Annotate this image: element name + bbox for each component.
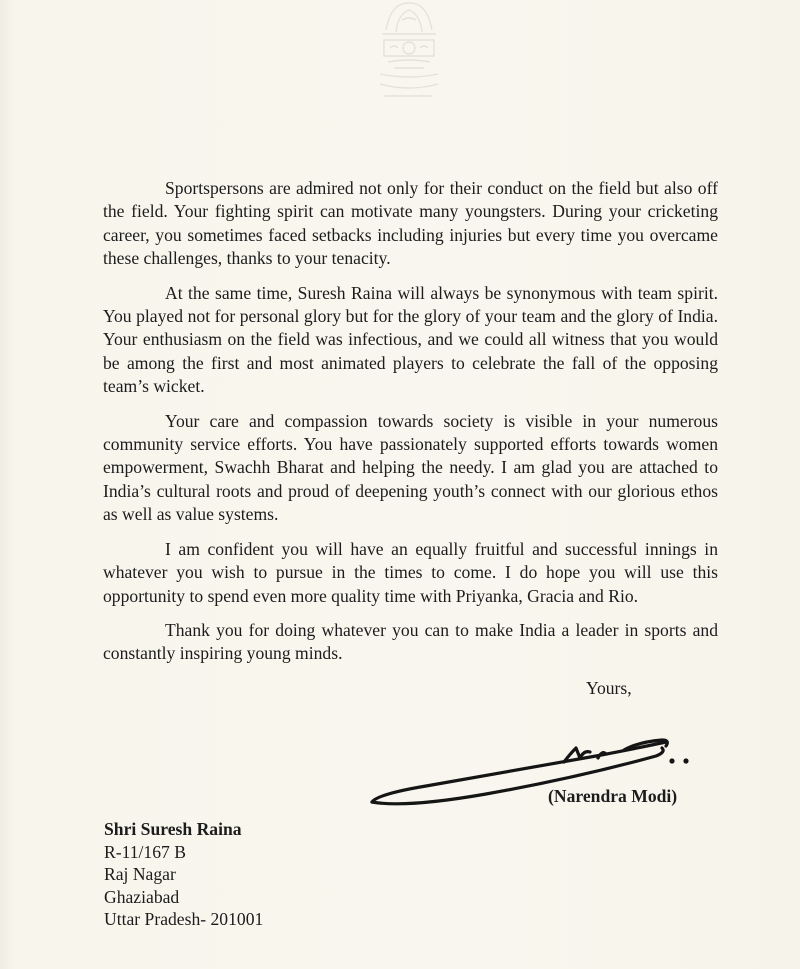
recipient-address [104, 818, 263, 931]
closing-salutation: Yours, [586, 678, 632, 698]
letter-paragraph-2: At the same time, Suresh Raina will always be synonymous with team spirit. You played not for personal glory but for the glory of your team and the glory of India. Your enthusiasm on the field was infectious, and we could all witness that you would be among the first and most animated players to celebrate the fall of the opposing team’s wicket. [103, 282, 718, 397]
national-emblem-icon [372, 0, 446, 108]
address-line: Raj Nagar [104, 864, 176, 885]
address-line: Ghaziabad [104, 886, 180, 907]
letter-paragraph-4: I am confident you will have an equally fruitful and successful innings in whatever you wish to pursue in the times to come. I do hope you will use this opportunity to spend even more quality time with Priyanka, Gracia and Rio. [103, 538, 718, 606]
signatory-name: (Narendra Modi) [548, 786, 678, 806]
letter-paragraph-5: Thank you for doing whatever you can to make India a leader in sports and constantly inspiring young minds. [103, 619, 718, 664]
address-line: Uttar Pradesh- 201001 [104, 909, 264, 930]
recipient-name: Shri Suresh Raina [104, 819, 242, 839]
letter-body [103, 177, 718, 677]
letter-paragraph-3: Your care and compassion towards society is visible in your numerous community service efforts. You have passionately supported efforts towards women empowerment, Swachh Bharat and helping the needy. I am glad you are attached to India’s cultural roots and proud of deepening youth’s connect with our glorious ethos as well as value systems. [103, 410, 718, 525]
address-line: R-11/167 B [104, 841, 186, 862]
letter-paragraph-1: Sportspersons are admired not only for their conduct on the field but also off the field. Your fighting spirit can motivate many youngsters. During your cricketing career, you sometimes faced setbacks including injuries but every time you overcame these challenges, thanks to your tenacity. [103, 178, 718, 269]
